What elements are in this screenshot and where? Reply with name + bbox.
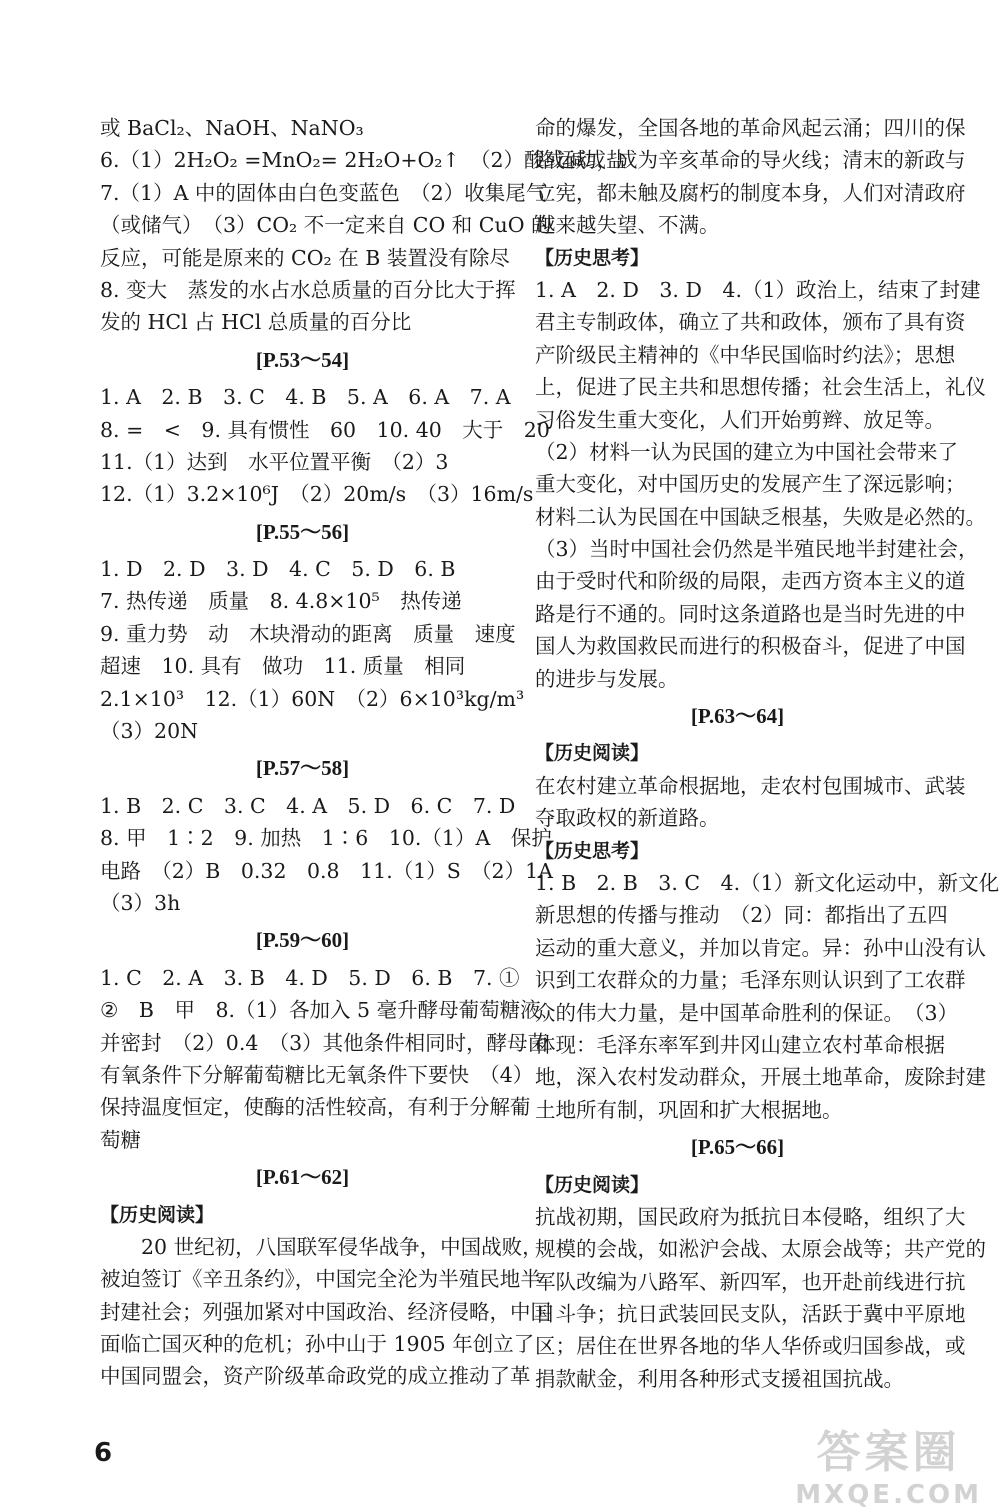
watermark-logo: 答案圈 bbox=[816, 1427, 961, 1478]
text-line: 地，深入农村发动群众，开展土地革命，废除封建 bbox=[535, 1065, 986, 1090]
text-line: 区；居住在世界各地的华人华侨或归国参战，或 bbox=[535, 1334, 966, 1359]
text-line: 识到工农群众的力量；毛泽东则认识到了工农群 bbox=[535, 968, 966, 993]
text-line: 8. 变大 蒸发的水占水总质量的百分比大于挥 bbox=[100, 277, 516, 302]
text-line: 反应，可能是原来的 CO₂ 在 B 装置没有除尽 bbox=[100, 245, 510, 270]
text-line: （3）20N bbox=[100, 719, 199, 744]
text-line: （3）当时中国社会仍然是半殖民地半封建社会， bbox=[535, 537, 979, 562]
text-line: 路是行不通的。同时这条道路也是当时先进的中 bbox=[535, 601, 966, 626]
section-heading: 【历史阅读】 bbox=[100, 1203, 215, 1226]
text-line: 超速 10. 具有 做功 11. 质量 相同 bbox=[100, 654, 466, 679]
watermark bbox=[795, 1416, 982, 1510]
text-line: 或 BaCl₂、NaOH、NaNO₃ bbox=[100, 116, 364, 140]
section-heading: 【历史思考】 bbox=[535, 839, 650, 862]
text-line: 上，促进了民主共和思想传播；社会生活上，礼仪 bbox=[535, 375, 986, 400]
text-line: 1. D 2. D 3. D 4. C 5. D 6. B bbox=[100, 557, 456, 582]
page-range-heading: [P.59～60] bbox=[255, 928, 350, 953]
text-line: 电路 （2）B 0.32 0.8 11.（1）S （2）1A bbox=[100, 858, 553, 883]
text-line: 规模的会战，如淞沪会战、太原会战等；共产党的 bbox=[535, 1237, 986, 1262]
text-line: 在农村建立革命根据地，走农村包围城市、武装 bbox=[535, 773, 966, 798]
text-line: 众的伟大力量，是中国革命胜利的保证。 （3） bbox=[535, 1000, 959, 1025]
text-line: 1. A 2. D 3. D 4.（1）政治上，结束了封建 bbox=[535, 277, 981, 302]
text-line: 军队改编为八路军、新四军，也开赴前线进行抗 bbox=[535, 1269, 966, 1294]
text-line: 立宪，都未触及腐朽的制度本身，人们对清政府 bbox=[535, 180, 966, 205]
text-line: 2.1×10³ 12.（1）60N （2）6×10³kg/m³ bbox=[100, 686, 525, 711]
text-line: 土地所有制，巩固和扩大根据地。 bbox=[535, 1097, 843, 1122]
text-line: 萄糖 bbox=[100, 1127, 141, 1152]
text-line: 被迫签订《辛丑条约》，中国完全沦为半殖民地半 bbox=[100, 1267, 541, 1292]
text-line: 6.（1）2H₂O₂ =MnO₂= 2H₂O+O₂↑ （2）酸或碱或盐 bbox=[100, 148, 627, 173]
text-line: 封建社会；列强加紧对中国政治、经济侵略，中国 bbox=[100, 1299, 551, 1324]
page-number: 6 bbox=[94, 1438, 113, 1468]
text-line: 由于受时代和阶级的局限，走西方资本主义的道 bbox=[535, 569, 966, 594]
text-line: 捐款献金，利用各种形式支援祖国抗战。 bbox=[535, 1366, 904, 1391]
text-line: 1. B 2. B 3. C 4.（1）新文化运动中，新文化 bbox=[535, 870, 1000, 895]
page-range-heading: [P.55～56] bbox=[255, 519, 350, 544]
text-line: 中国同盟会，资产阶级革命政党的成立推动了革 bbox=[100, 1364, 531, 1389]
right-column bbox=[535, 112, 1000, 1395]
text-line: 1. C 2. A 3. B 4. D 5. D 6. B 7. ① bbox=[100, 965, 520, 990]
text-line: 8. 甲 1∶2 9. 加热 1∶6 10.（1）A 保护 bbox=[100, 826, 552, 851]
text-line: 抗战初期，国民政府为抵抗日本侵略，组织了大 bbox=[535, 1204, 966, 1229]
page-range-heading: [P.65～66] bbox=[690, 1135, 785, 1160]
text-line: 有氧条件下分解葡萄糖比无氧条件下要快 （4） bbox=[100, 1062, 534, 1087]
text-line: 国人为救国救民而进行的积极奋斗，促进了中国 bbox=[535, 634, 966, 659]
text-line: 12.（1）3.2×10⁶J （2）20m/s （3）16m/s bbox=[100, 482, 534, 507]
page-range-heading: [P.63～64] bbox=[690, 704, 785, 729]
text-line: （2）材料一认为民国的建立为中国社会带来了 bbox=[535, 439, 959, 464]
text-line: ② B 甲 8.（1）各加入 5 毫升酵母葡萄糖液 bbox=[100, 998, 541, 1023]
text-line: 越来越失望、不满。 bbox=[535, 213, 720, 238]
text-line: 路运动，成为辛亥革命的导火线；清末的新政与 bbox=[535, 148, 966, 173]
text-line: 并密封 （2）0.4 （3）其他条件相同时，酵母菌 bbox=[100, 1030, 549, 1055]
text-line: （或储气） （3）CO₂ 不一定来自 CO 和 CuO 的 bbox=[100, 213, 552, 238]
text-line: 发的 HCl 占 HCl 总质量的百分比 bbox=[100, 310, 412, 335]
text-line: 材料二认为民国在中国缺乏根基，失败是必然的。 bbox=[535, 504, 986, 529]
section-heading: 【历史阅读】 bbox=[535, 1173, 650, 1196]
text-line: 运动的重大意义，并加以肯定。异：孙中山没有认 bbox=[535, 935, 986, 960]
text-line: 命的爆发，全国各地的革命风起云涌；四川的保 bbox=[535, 116, 966, 140]
text-line: 1. A 2. B 3. C 4. B 5. A 6. A 7. A bbox=[100, 385, 511, 410]
text-line: 君主专制政体，确立了共和政体，颁布了具有资 bbox=[535, 310, 966, 335]
text-line: 8. = < 9. 具有惯性 60 10. 40 大于 20 bbox=[100, 417, 550, 442]
text-line: 夺取政权的新道路。 bbox=[535, 806, 720, 831]
text-line: 11.（1）达到 水平位置平衡 （2）3 bbox=[100, 449, 449, 474]
text-line: 7.（1）A 中的固体由白色变蓝色 （2）收集尾气 bbox=[100, 180, 547, 205]
text-line: 重大变化，对中国历史的发展产生了深远影响； bbox=[535, 472, 966, 497]
page-range-heading: [P.61～62] bbox=[255, 1165, 350, 1190]
text-line: 9. 重力势 动 木块滑动的距离 质量 速度 bbox=[100, 621, 516, 646]
text-line: 保持温度恒定，使酶的活性较高，有利于分解葡 bbox=[100, 1095, 531, 1120]
text-line: 7. 热传递 质量 8. 4.8×10⁵ 热传递 bbox=[100, 589, 462, 614]
text-line: 20 世纪初，八国联军侵华战争，中国战败， bbox=[141, 1234, 543, 1259]
text-line: 1. B 2. C 3. C 4. A 5. D 6. C 7. D bbox=[100, 793, 516, 818]
text-line: 体现：毛泽东率军到井冈山建立农村革命根据 bbox=[535, 1032, 945, 1057]
text-line: 产阶级民主精神的《中华民国临时约法》；思想 bbox=[535, 342, 956, 367]
section-heading: 【历史阅读】 bbox=[535, 742, 650, 765]
text-line: 面临亡国灭种的危机；孙中山于 1905 年创立了 bbox=[100, 1332, 535, 1357]
text-line: 新思想的传播与推动 （2）同：都指出了五四 bbox=[535, 903, 948, 928]
page-range-heading: [P.53～54] bbox=[255, 347, 350, 372]
watermark-url: MXQE.COM bbox=[795, 1480, 982, 1510]
text-line: （3）3h bbox=[100, 890, 181, 915]
text-line: 日斗争；抗日武装回民支队，活跃于冀中平原地 bbox=[535, 1302, 966, 1327]
text-line: 习俗发生重大变化，人们开始剪辫、放足等。 bbox=[535, 407, 945, 432]
page-range-heading: [P.57～58] bbox=[255, 756, 350, 781]
section-heading: 【历史思考】 bbox=[535, 246, 650, 269]
text-line: 的进步与发展。 bbox=[535, 666, 679, 691]
